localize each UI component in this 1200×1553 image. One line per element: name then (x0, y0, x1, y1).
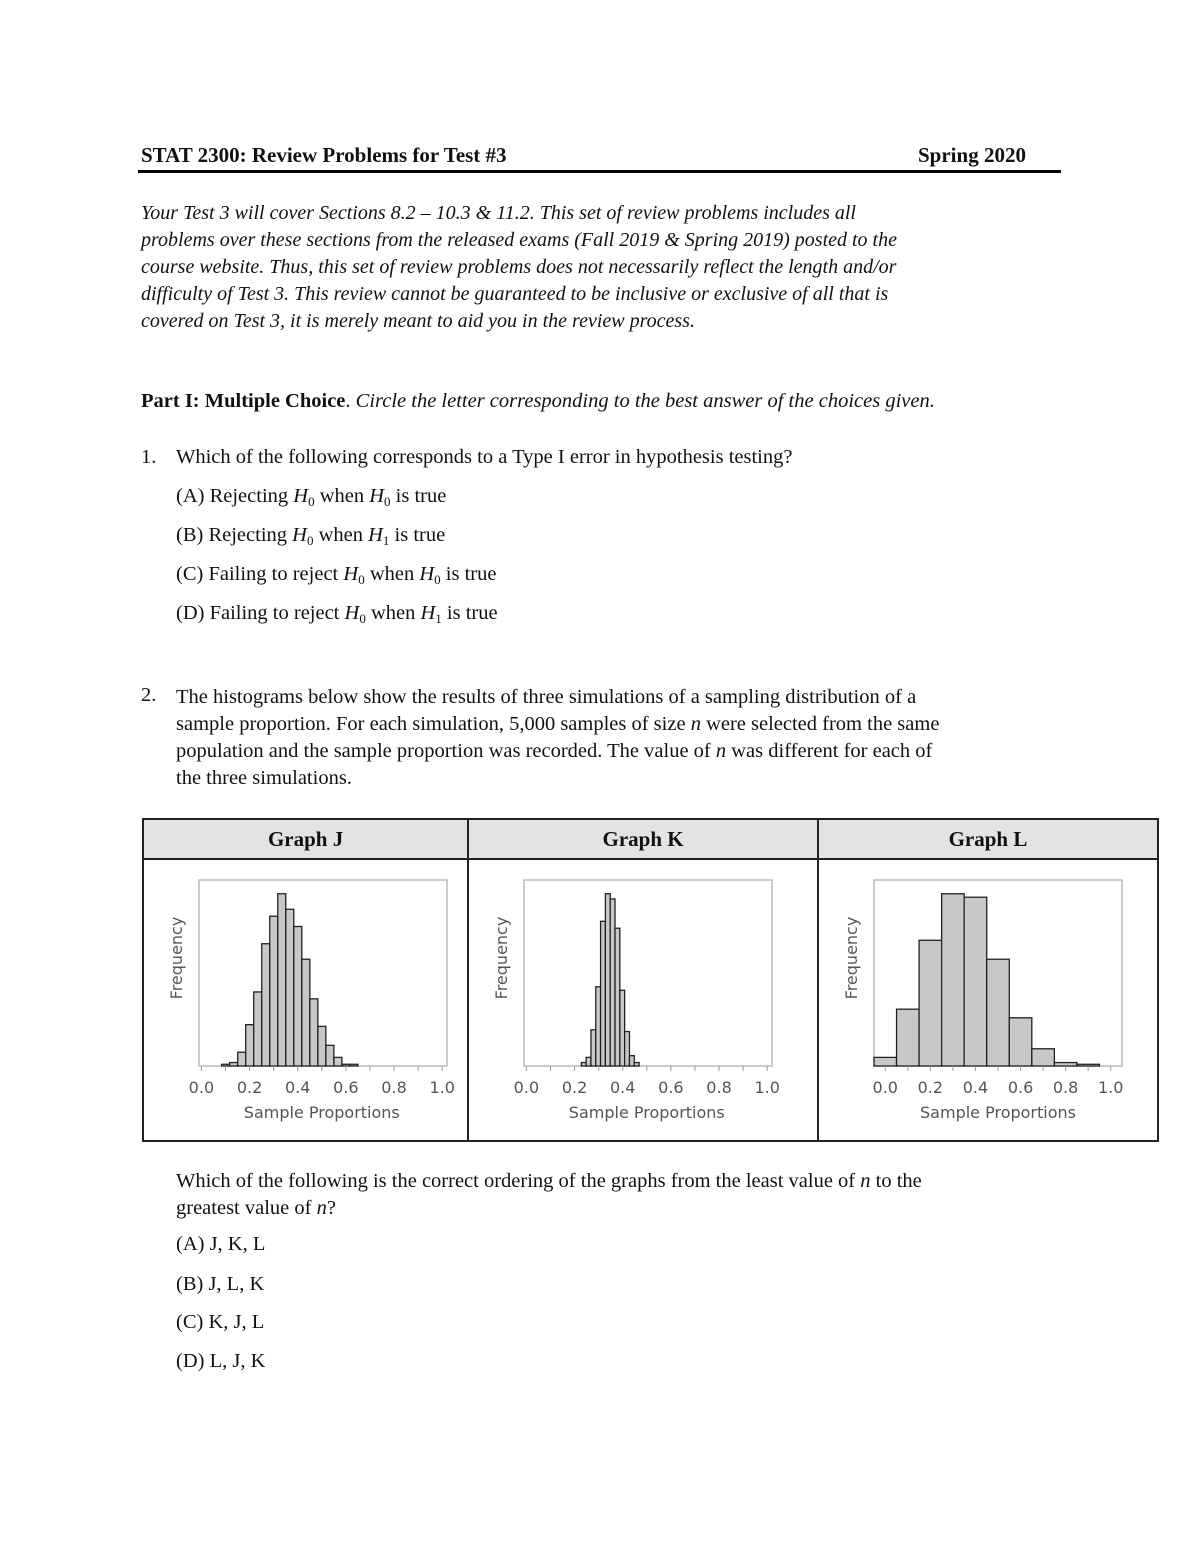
q2-line: the three simulations. (176, 767, 352, 789)
x-tick-label: 0.2 (917, 1078, 944, 1097)
q1-number: 1. (141, 446, 157, 468)
graph-l-cell (818, 859, 1158, 1141)
x-tick-label: 0.2 (562, 1078, 588, 1097)
x-tick-label: 0.0 (872, 1078, 898, 1097)
q2-followup: Which of the following is the correct ordering of the graphs from the least value of n to the greatest value of n? (176, 1170, 922, 1219)
x-axis-label: Sample Proportions (243, 1103, 400, 1122)
histogram-bar (1009, 1018, 1032, 1066)
plot-frame (524, 880, 772, 1066)
y-axis-label: Frequency (492, 916, 512, 1000)
part1-heading: Part I: Multiple Choice. Circle the letter corresponding to the best answer of the choices given. (141, 390, 935, 412)
histogram-bar (238, 1052, 246, 1066)
y-axis-label: Frequency (167, 916, 186, 1000)
histogram-bar (318, 1026, 326, 1066)
part1-instructions: Circle the letter corresponding to the best answer of the choices given. (355, 390, 935, 412)
x-tick-label: 1.0 (754, 1078, 781, 1097)
y-axis-label: Frequency (841, 916, 861, 1000)
q1-text: Which of the following corresponds to a Type I error in hypothesis testing? (176, 446, 793, 468)
histogram-bar (634, 1063, 639, 1066)
x-tick-label: 1.0 (429, 1078, 455, 1097)
histogram-bar (601, 921, 606, 1066)
intro-line: course website. Thus, this set of review problems does not necessarily reflect the length and/or (141, 256, 897, 278)
q2-text (176, 684, 939, 792)
histogram-bar (342, 1064, 350, 1066)
q2-option-b[interactable]: (B) J, L, K (176, 1273, 265, 1295)
histogram-bar (610, 899, 615, 1066)
histogram-bar (334, 1057, 342, 1066)
intro-line: covered on Test 3, it is merely meant to aid you in the review process. (141, 310, 695, 332)
x-tick-label: 0.6 (333, 1078, 359, 1097)
histogram-bar (591, 1030, 596, 1066)
intro-line: difficulty of Test 3. This review cannot be guaranteed to be inclusive or exclusive of all that is (141, 283, 889, 305)
histogram-bar (270, 916, 278, 1066)
q1-option-c[interactable]: (C) Failing to reject $H_0$ when $H_0$ is true (176, 563, 497, 587)
x-tick-label: 0.8 (381, 1078, 407, 1097)
histogram-bar (620, 990, 625, 1066)
x-tick-label: 0.6 (658, 1078, 684, 1097)
histogram-bar (581, 1063, 586, 1066)
histogram-bar (1032, 1049, 1055, 1066)
graph-k-cell (468, 859, 818, 1141)
q1-option-a[interactable]: (A) Rejecting $H_0$ when $H_0$ is true (176, 485, 447, 509)
q1-option-b[interactable]: (B) Rejecting $H_0$ when $H_1$ is true (176, 524, 446, 548)
q2-number: 2. (141, 684, 157, 706)
histogram-bar (254, 992, 262, 1066)
x-axis-label: Sample Proportions (920, 1103, 1076, 1122)
x-tick-label: 0.6 (1007, 1078, 1034, 1097)
document-title: STAT 2300: Review Problems for Test #3 (141, 143, 507, 167)
histogram-bar (615, 928, 620, 1066)
histogram-bar (630, 1056, 635, 1066)
intro-paragraph (141, 200, 897, 335)
histogram-bar (987, 959, 1010, 1066)
histogram-bar (1077, 1064, 1100, 1066)
histogram-bar (278, 894, 286, 1066)
graph-j-cell (143, 859, 468, 1141)
graph-j-header: Graph J (143, 819, 468, 859)
histogram-bar (942, 894, 965, 1066)
histogram-graph-k (469, 860, 805, 1140)
x-tick-label: 0.4 (962, 1078, 989, 1097)
histogram-bar (246, 1025, 254, 1066)
histogram-graph-l (819, 860, 1155, 1140)
histogram-bar (606, 894, 611, 1066)
x-tick-label: 0.0 (188, 1078, 215, 1097)
q2-line: sample proportion. For each simulation, 5,000 samples of size n were selected from the same (176, 713, 940, 735)
histogram-bar (625, 1032, 630, 1066)
part1-title: Part I: Multiple Choice (141, 390, 346, 412)
histogram-bar (326, 1045, 334, 1066)
histogram-bar (222, 1064, 230, 1066)
histogram-bar (874, 1057, 897, 1066)
histogram-bar (302, 959, 310, 1066)
x-tick-label: 0.4 (284, 1078, 311, 1097)
histogram-bar (286, 909, 294, 1066)
intro-line: Your Test 3 will cover Sections 8.2 – 10.3 & 11.2. This set of review problems includes all (141, 202, 856, 224)
histogram-bar (1054, 1063, 1077, 1066)
header-rule (138, 170, 1061, 173)
q2-option-d[interactable]: (D) L, J, K (176, 1350, 266, 1372)
histogram-graph-j (144, 860, 480, 1140)
histogram-bar (310, 999, 318, 1066)
x-tick-label: 0.2 (236, 1078, 263, 1097)
x-tick-label: 0.0 (513, 1078, 540, 1097)
intro-line: problems over these sections from the released exams (Fall 2019 & Spring 2019) posted to the (141, 229, 897, 251)
histogram-bar (586, 1057, 591, 1066)
x-tick-label: 0.4 (610, 1078, 636, 1097)
histogram-bar (230, 1063, 238, 1066)
q2-option-c[interactable]: (C) K, J, L (176, 1311, 265, 1333)
graph-k-header: Graph K (468, 819, 818, 859)
q2-line: The histograms below show the results of three simulations of a sampling distribution of a (176, 686, 917, 708)
x-axis-label: Sample Proportions (568, 1103, 725, 1122)
histogram-bar (897, 1009, 920, 1066)
document-term: Spring 2020 (918, 143, 1026, 167)
histogram-bar (964, 897, 987, 1066)
histogram-bar (919, 940, 942, 1066)
histogram-bar (596, 987, 601, 1066)
q2-option-a[interactable]: (A) J, K, L (176, 1233, 266, 1255)
x-tick-label: 0.8 (1052, 1078, 1079, 1097)
q1-option-d[interactable]: (D) Failing to reject $H_0$ when $H_1$ is true (176, 602, 498, 626)
histogram-bar (350, 1064, 358, 1066)
graph-l-header: Graph L (818, 819, 1158, 859)
q2-line: population and the sample proportion was recorded. The value of n was different for each of (176, 740, 933, 762)
histogram-bar (262, 944, 270, 1066)
x-tick-label: 1.0 (1097, 1078, 1124, 1097)
histogram-table (142, 818, 1159, 1142)
histogram-bar (294, 927, 302, 1067)
x-tick-label: 0.8 (706, 1078, 732, 1097)
